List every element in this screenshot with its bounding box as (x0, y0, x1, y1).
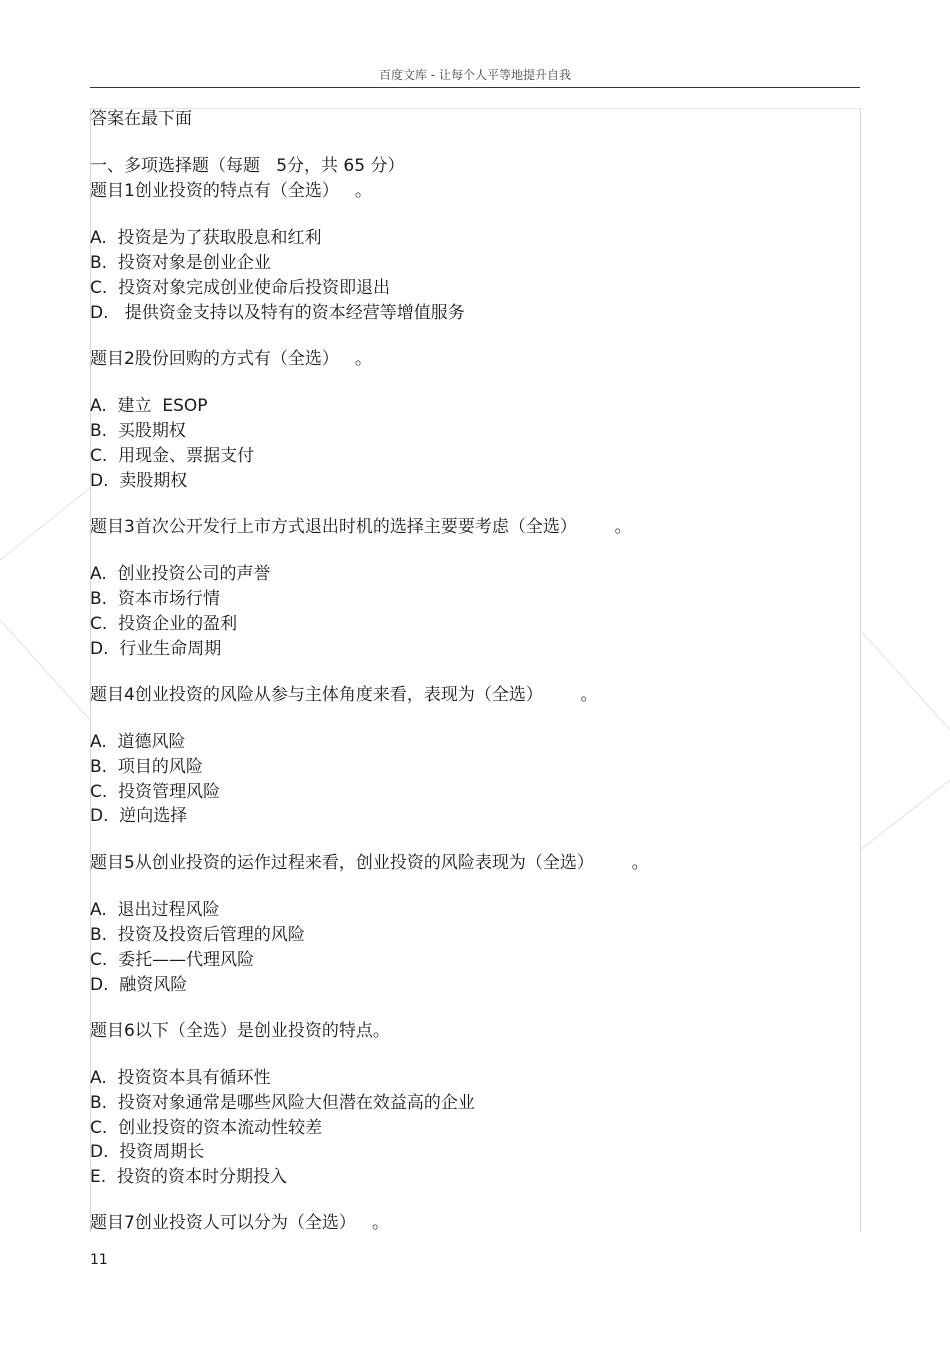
question-2-option-d: D. 卖股期权 (90, 471, 188, 491)
question-4-option-a: A. 道德风险 (90, 732, 186, 752)
question-6-option-d: D. 投资周期长 (90, 1142, 205, 1162)
question-7-stem: 题目7创业投资人可以分为（全选） 。 (90, 1213, 390, 1233)
question-6-option-a: A. 投资资本具有循环性 (90, 1068, 271, 1088)
question-4-stem: 题目4创业投资的风险从参与主体角度来看，表现为（全选） 。 (90, 685, 598, 705)
question-6-option-b: B. 投资对象通常是哪些风险大但潜在效益高的企业 (90, 1093, 475, 1113)
section-title: 一、多项选择题（每题 5分，共 65 分） (90, 156, 405, 176)
question-5-option-b: B. 投资及投资后管理的风险 (90, 925, 305, 945)
question-2-option-b: B. 买股期权 (90, 421, 186, 441)
question-3-option-b: B. 资本市场行情 (90, 589, 220, 609)
page-header: 百度文库 - 让每个人平等地提升自我 (379, 68, 571, 82)
question-6-stem: 题目6以下（全选）是创业投资的特点。 (90, 1021, 390, 1041)
question-5-option-a: A. 退出过程风险 (90, 900, 220, 920)
question-1-option-b: B. 投资对象是创业企业 (90, 253, 271, 273)
question-1-option-d: D. 提供资金支持以及特有的资本经营等增值服务 (90, 303, 465, 323)
question-5-option-c: C. 委托——代理风险 (90, 950, 255, 970)
page-number: 11 (90, 1252, 108, 1268)
question-5-option-d: D. 融资风险 (90, 975, 188, 995)
question-1-option-a: A. 投资是为了获取股息和红利 (90, 228, 322, 248)
question-4-option-d: D. 逆向选择 (90, 806, 188, 826)
question-1-stem: 题目1创业投资的特点有（全选） 。 (90, 181, 373, 201)
question-2-stem: 题目2股份回购的方式有（全选） 。 (90, 349, 373, 369)
question-4-option-b: B. 项目的风险 (90, 757, 203, 777)
question-6-option-c: C. 创业投资的资本流动性较差 (90, 1118, 323, 1138)
question-3-option-c: C. 投资企业的盈利 (90, 614, 238, 634)
question-2-option-a: A. 建立 ESOP (90, 396, 208, 416)
question-6-option-e: E. 投资的资本时分期投入 (90, 1167, 287, 1187)
question-2-option-c: C. 用现金、票据支付 (90, 446, 255, 466)
question-1-option-c: C. 投资对象完成创业使命后投资即退出 (90, 278, 391, 298)
question-5-stem: 题目5从创业投资的运作过程来看，创业投资的风险表现为（全选） 。 (90, 853, 649, 873)
question-4-option-c: C. 投资管理风险 (90, 782, 221, 802)
question-3-option-d: D. 行业生命周期 (90, 639, 222, 659)
intro-text: 答案在最下面 (90, 109, 192, 129)
question-3-stem: 题目3首次公开发行上市方式退出时机的选择主要要考虑（全选） 。 (90, 517, 632, 537)
question-3-option-a: A. 创业投资公司的声誉 (90, 564, 271, 584)
